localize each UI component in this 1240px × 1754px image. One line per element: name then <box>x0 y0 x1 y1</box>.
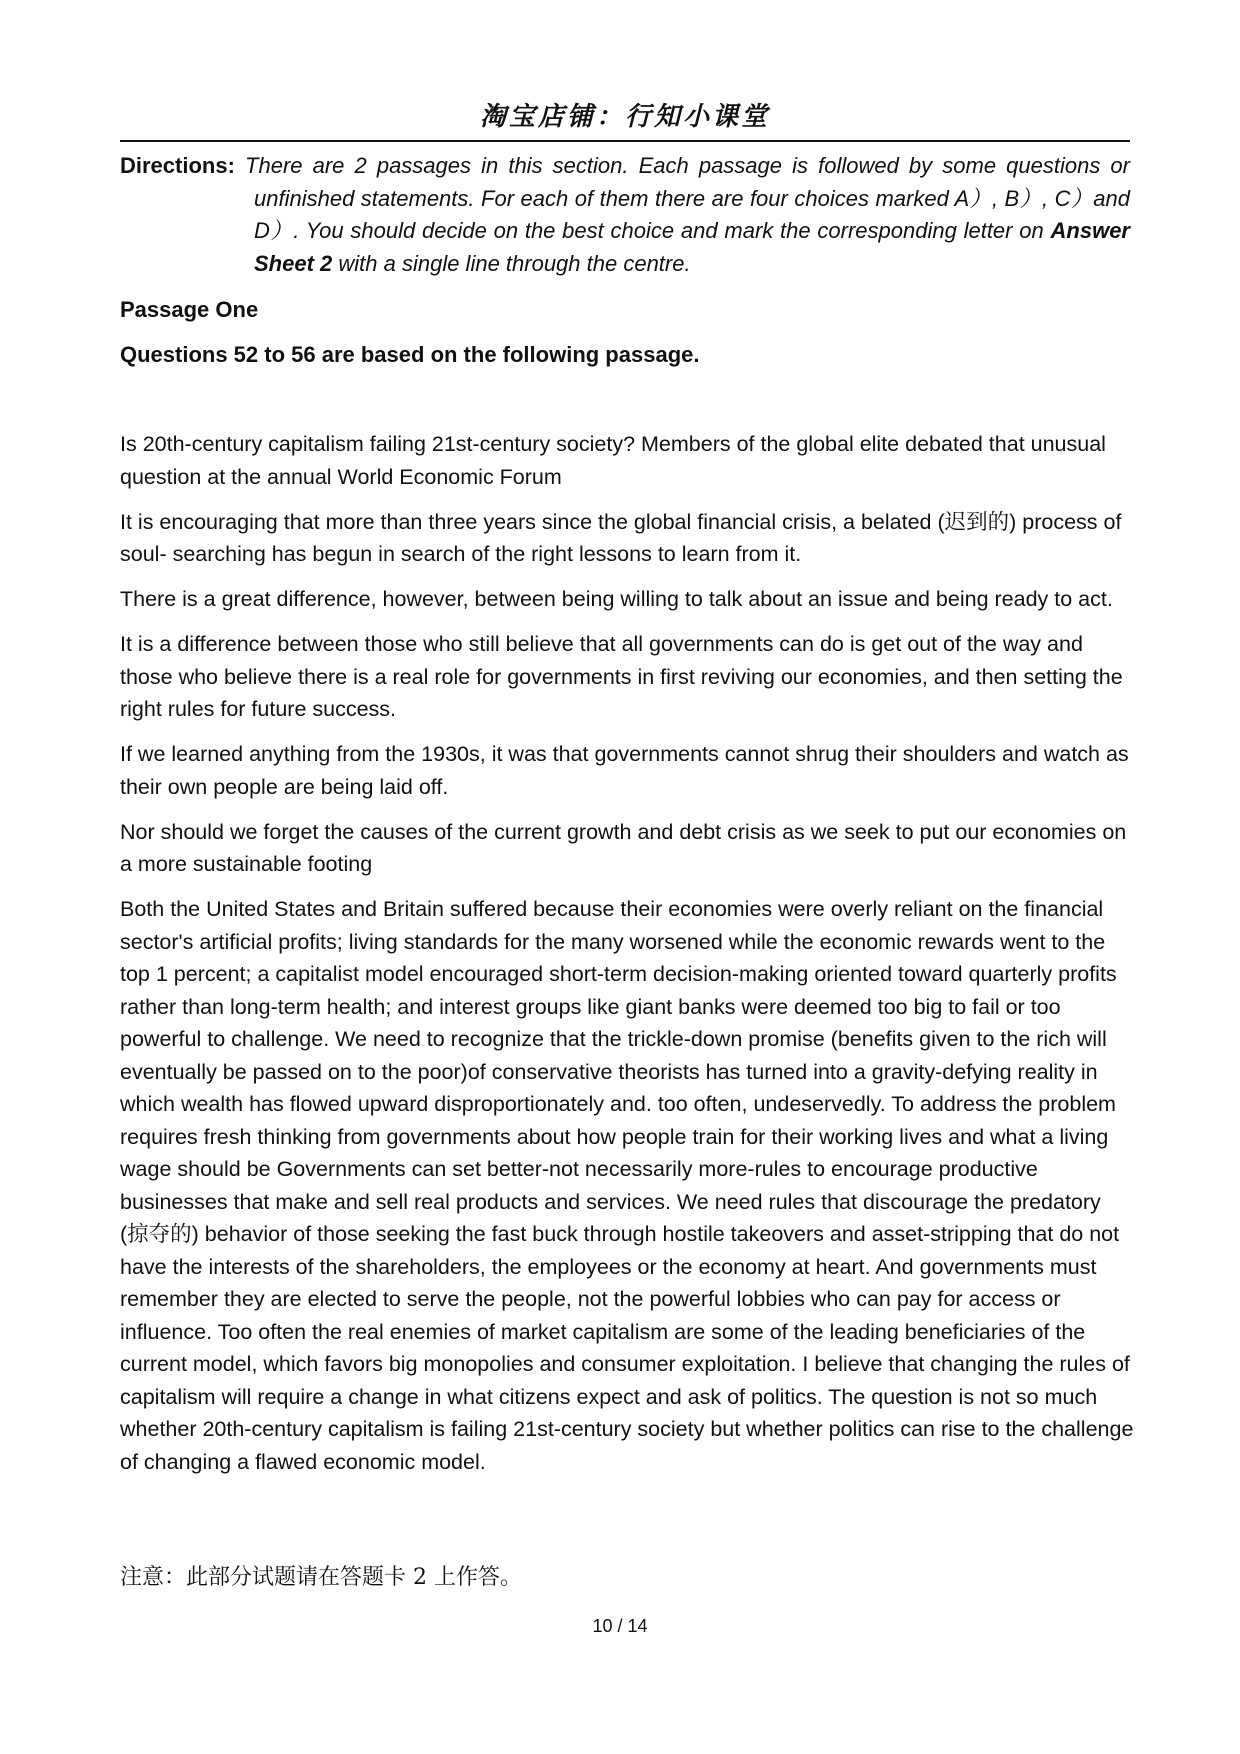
page-number: 10 / 14 <box>592 1616 648 1636</box>
paragraph: It is a difference between those who still believe that all governments can do is get out of the way and those who believe there is a real role for governments in first reviving our economies, and then setting the right rules for future success. <box>120 632 1123 721</box>
directions-first-line <box>120 150 1130 183</box>
paragraph: There is a great difference, however, between being willing to talk about an issue and being ready to act. <box>120 587 1113 611</box>
answer-sheet-bold: Answer Sheet 2 <box>254 218 1130 276</box>
directions-text-before-bold: unfinished statements. For each of them there are four choices marked A）, B）, C）and D）. You should decide on the best choice and mark the corresponding letter on <box>254 185 1130 243</box>
directions-label: Directions: <box>120 153 235 178</box>
directions-text-after-bold: with a single line through the centre. <box>332 250 691 276</box>
paragraph: Both the United States and Britain suffered because their economies were overly reliant on the financial sector's artificial profits; living standards for the many worsened while the economic rewards went to the top 1 percent; a capitalist model encouraged short-term decision-making oriented toward quarterly profits rather than long-term health; and interest groups like giant banks were deemed too big to fail or too powerful to challenge. We need to recognize that the trickle-down promise (benefits given to the rich will eventually be passed on to the poor)of conservative theorists has turned into a gravity-defying reality in which wealth has flowed upward disproportionately and. too often, undeservedly. To address the problem requires fresh thinking from governments about how people train for their working lives and what a living wage should be Governments can set better-not necessarily more-rules to encourage productive businesses that make and sell real products and services. We need rules that discourage the predatory (掠夺的) behavior of those seeking the fast buck through hostile takeovers and asset-stripping that do not have the interests of the shareholders, the employees or the economy at heart. And governments must remember they are elected to serve the people, not the powerful lobbies who can pay for access or influence. Too often the real enemies of market capitalism are some of the leading beneficiaries of the current model, which favors big monopolies and consumer exploitation. I believe that changing the rules of capitalism will require a change in what citizens expect and ask of politics. The question is not so much whether 20th-century capitalism is failing 21st-century society but whether politics can rise to the challenge of changing a flawed economic model. <box>120 897 1134 1474</box>
header-divider <box>120 140 1130 142</box>
passage-label: Passage One <box>120 297 259 322</box>
paragraph: If we learned anything from the 1930s, it was that governments cannot shrug their shoulders and watch as their own people are being laid off. <box>120 742 1129 799</box>
directions-block <box>120 150 1130 280</box>
paragraph: Nor should we forget the causes of the current growth and debt crisis as we seek to put our economies on a more sustainable footing <box>120 819 1127 876</box>
answer-note: 注意：此部分试题请在答题卡 2 上作答。 <box>120 1565 522 1590</box>
directions-text-line1: There are 2 passages in this section. Each passage is followed by some questions or <box>245 153 1130 178</box>
questions-label: Questions 52 to 56 are based on the following passage. <box>120 342 700 367</box>
page-header-title: 淘宝店铺：行知小课堂 <box>479 101 770 131</box>
paragraph: Is 20th-century capitalism failing 21st-century society? Members of the global elite debated that unusual question at the annual World Economic Forum <box>120 432 1106 489</box>
directions-text-rest <box>120 183 1130 281</box>
passage-body <box>120 428 1135 1491</box>
paragraph: It is encouraging that more than three years since the global financial crisis, a belated (迟到的) process of soul- searching has begun in search of the right lessons to learn from it. <box>120 509 1122 566</box>
